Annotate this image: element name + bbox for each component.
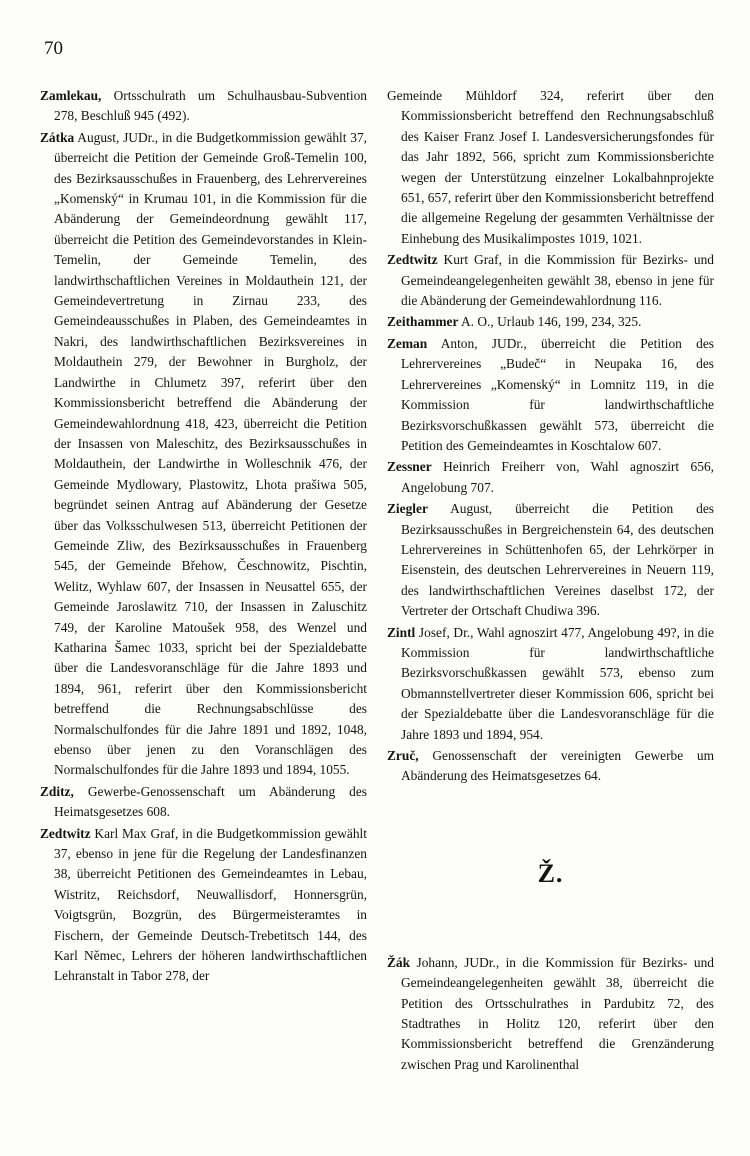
index-entry — [387, 746, 714, 787]
entry-name: Žák — [387, 954, 411, 970]
entry-text: August, JUDr., in die Budgetkommission gewählt 37, überreicht die Petition der Gemeinde Groß-Temelin 100, des Bezirksausschußes in Frauenberg, des Lehrervereines „Komenský“ in Krumau 101, in die Kommission für die Abänderung der Gemeindeordnung gewählt 117, überreicht die Petition des Gemeindevorstandes in Klein-Temelin, der Gemeinde Temelin, des landwirthschaftlichen Vereines in Moldauthein 121, der Gemeindevertretung in Zirnau 233, des Gemeindeausschußes in Plaben, des Gemeindeamtes in Nakri, des landwirthschaftlichen Bezirksvereines in Moldauthein 279, der Bewohner in Burgholz, der Landwirthe in Chlumetz 397, referirt über den Kommissionsbericht betreffend die Abänderung der Gemeindewahlordnung 418, 423, überreicht die Petition der Insassen von Maleschitz, des Bezirksausschußes in Moldauthein, der Landwirthe in Wolleschnik 476, der Gemeinde Mydlowary, Plastowitz, Lhota prašiwa 505, begründet seinen Antrag auf Abänderung der Gesetze über das Volksschulwesen 513, überreicht Petitionen der Gemeinde Zliw, des Bezirksausschußes in Frauenberg 545, der Gemeinde Břehow, Česchnowitz, Pischtin, Welitz, Wyhlaw 607, der Insassen in Neusattel 655, der Gemeinde Jaroslawitz 710, der Insassen in Zaluschitz 749, der Karoline Matoušek 958, des Wenzel und Katharina Šamec 1033, spricht bei der Spezialdebatte über die Landesvoranschläge für die Jahre 1893 und 1894, 961, referirt über den Kommissionsbericht betreffend die Rechnungsabschlüsse des Normalschulfondes für die Jahre 1891 und 1892, 1048, ebenso über jenen zu den Voranschlägen des Normalschulfondes für die Jahre 1893 und 1894, 1055. — [54, 129, 367, 778]
page-number: 70 — [44, 38, 63, 59]
index-entry — [387, 953, 714, 1075]
index-entry — [40, 128, 367, 781]
index-entry-continued — [387, 86, 714, 249]
index-entry — [387, 457, 714, 498]
entry-name: Zruč, — [387, 748, 419, 763]
section-letter-heading: Ž. — [537, 858, 564, 888]
index-entry — [387, 334, 714, 456]
entry-text: Heinrich Freiherr von, Wahl agnoszirt 656, Angelobung 707. — [401, 459, 714, 495]
entry-text: A. O., Urlaub 146, 199, 234, 325. — [461, 314, 642, 330]
entry-name: Zedtwitz — [40, 825, 91, 841]
entry-text: Gemeinde Mühldorf 324, referirt über den Kommissionsbericht betreffend den Rechnungsabschluß des Kaiser Franz Josef I. Landesversicherungsfondes für das Jahr 1892, 566, spricht zum Kommissionsberichte wegen der Unterstützung einzelner Lokalbahnprojekte 651, 657, referirt über den Kommissionsbericht betreffend die allgemeine Regelung der gesammten Verhältnisse der Einhebung des Musikalimpostes 1019, 1021. — [387, 88, 714, 246]
entry-text: Anton, JUDr., überreicht die Petition des Lehrervereines „Budeč“ in Neupaka 16, des Lehrervereines „Komenský“ in Lomnitz 119, in die Kommission für landwirthschaftliche Bezirksvorschußkassen gewählt 573, überreicht die Petition des Gemeindeamtes in Koschtalow 607. — [401, 335, 714, 453]
entry-text: Karl Max Graf, in die Budgetkommission gewählt 37, ebenso in jene für die Regelung der Landesfinanzen 38, überreicht Petitionen des Gemeindeamtes in Lebau, Wistritz, Reichsdorf, Neuwallisdorf, Honnersgrün, Voigtsgrün, Bozgrün, des Bürgermeisteramtes in Fischern, der Gemeinde Deutsch-Trebetitsch 144, des Karl Němec, Lehrers der höheren landwirthschaftlichen Lehranstalt in Tabor 278, der — [54, 825, 367, 984]
entry-name: Zedtwitz — [387, 252, 438, 268]
entry-text: Johann, JUDr., in die Kommission für Bezirks- und Gemeindeangelegenheiten gewählt 38, überreicht die Petition des Ortsschulrathes in Pardubitz 72, des Stadtrathes in Holitz 120, referirt über den Kommissionsbericht betreffend die Grenzänderung zwischen Prag und Karolinenthal — [401, 954, 714, 1072]
entry-name: Ziegler — [387, 501, 428, 517]
entry-name: Zeithammer — [387, 314, 459, 330]
index-entry — [387, 623, 714, 745]
entry-text: August, überreicht die Petition des Bezirksausschußes in Bergreichenstein 64, des deutschen Lehrervereines in Schüttenhofen 65, der Lehrkörper in Eisenstein, des deutschen Lehrervereines in Neuern 119, des landwirthschaftlichen Vereines daselbst 172, der Vertreter der Ortschaft Chudiwa 396. — [401, 501, 715, 619]
entry-name: Zamlekau, — [40, 88, 102, 103]
entry-text: Genossenschaft der vereinigten Gewerbe um Abänderung des Heimatsgesetzes 64. — [401, 748, 714, 784]
index-entry — [387, 250, 714, 311]
entry-text: Gewerbe-Genossenschaft um Abänderung des Heimatsgesetzes 608. — [54, 783, 367, 820]
entry-name: Zditz, — [40, 783, 74, 799]
entry-text: Josef, Dr., Wahl agnoszirt 477, Angelobung 49?, in die Kommission für landwirthschaftliche Bezirksvorschußkassen gewählt 573, ebenso zum Obmannstellvertreter dieser Kommission 606, spricht bei der Spezialdebatte über die Landesvoranschläge für die Jahre 1893 und 1894, 954. — [401, 624, 714, 742]
entry-name: Zeman — [387, 335, 428, 351]
entry-text: Ortsschulrath um Schulhausbau-Subvention 278, Beschluß 945 (492). — [54, 88, 367, 124]
index-entry — [387, 499, 714, 621]
index-columns — [40, 86, 714, 1076]
left-column — [40, 86, 367, 1076]
index-entry — [40, 782, 367, 823]
right-column — [387, 86, 714, 1076]
index-entry — [387, 312, 714, 332]
entry-name: Zessner — [387, 459, 432, 475]
entry-name: Zintl — [387, 624, 416, 640]
index-entry — [40, 86, 367, 127]
entry-name: Zátka — [40, 129, 75, 145]
index-entry — [40, 824, 367, 987]
entry-text: Kurt Graf, in die Kommission für Bezirks- und Gemeindeangelegenheiten gewählt 38, ebenso in jene für die Abänderung der Gemeindewahlordnung 116. — [401, 252, 714, 309]
